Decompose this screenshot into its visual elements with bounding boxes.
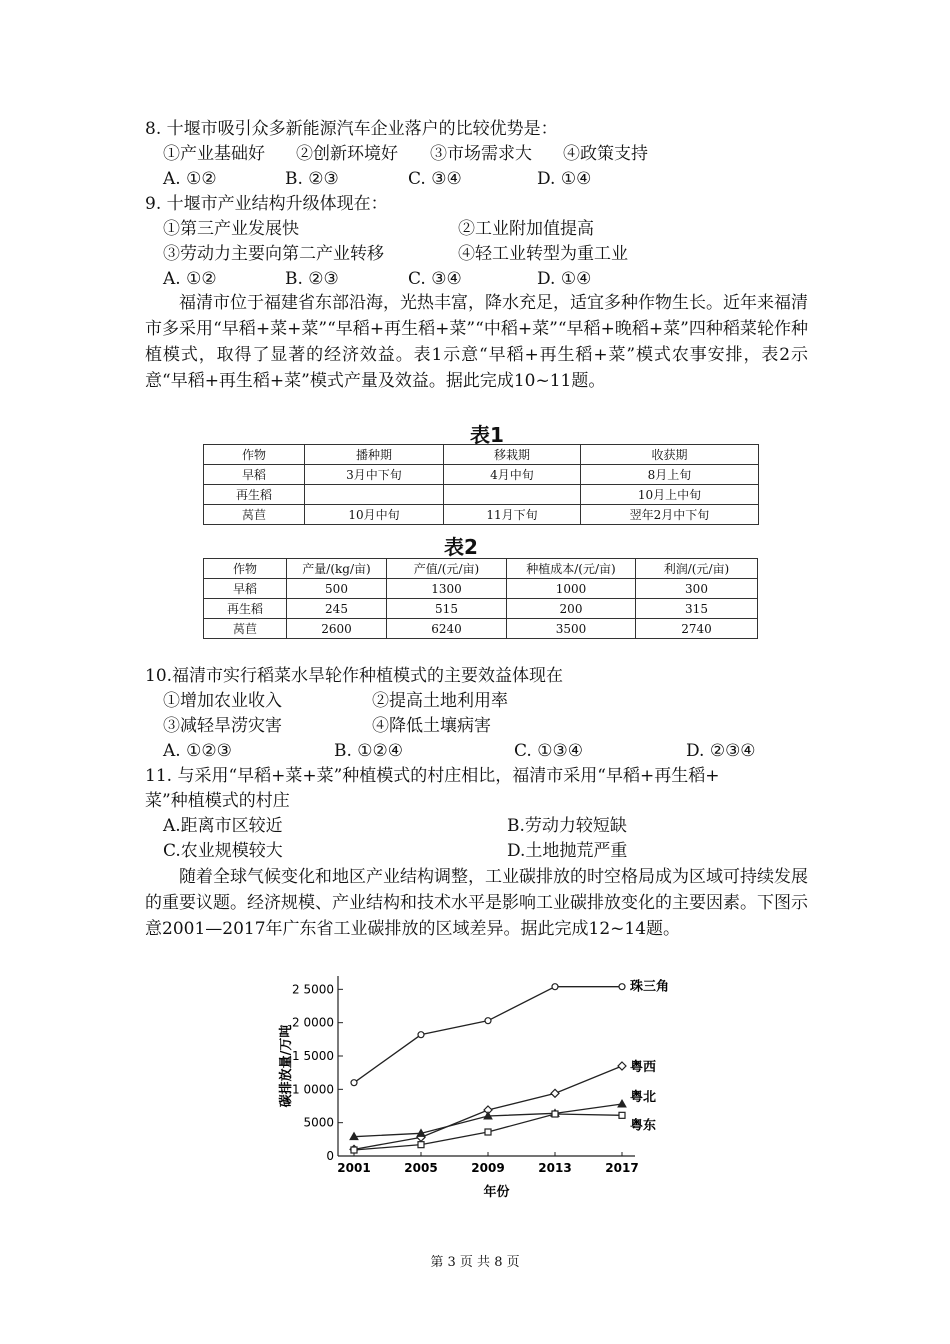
- data-point: [485, 1018, 491, 1024]
- q9-choice-b: B. ②③: [285, 269, 339, 289]
- table-cell: 1000: [507, 579, 636, 599]
- x-tick-label: 2009: [471, 1161, 505, 1175]
- table-cell: 10月上中旬: [581, 485, 759, 505]
- q9-option-3: ③劳动力主要向第二产业转移: [163, 244, 384, 264]
- table1-header: 移栽期: [444, 445, 581, 465]
- table-cell: 500: [287, 579, 387, 599]
- q10-stem: 10.福清市实行稻菜水旱轮作种植模式的主要效益体现在: [145, 666, 564, 686]
- q9-choice-c: C. ③④: [408, 269, 462, 289]
- series-label: 粤北: [630, 1090, 657, 1105]
- q8-option-3: ③市场需求大: [430, 144, 532, 164]
- series-line: [354, 987, 622, 1083]
- q11-stem-line2: 菜”种植模式的村庄: [145, 791, 290, 811]
- y-tick-label: 2 0000: [292, 1015, 334, 1030]
- carbon-emission-chart: [230, 962, 770, 1200]
- q11-stem-line1: 11. 与采用“早稻+菜+菜”种植模式的村庄相比，福清市采用“早稻+再生稻+: [145, 766, 720, 786]
- table-cell: 245: [287, 599, 387, 619]
- passage-fuqing: 福清市位于福建省东部沿海，光热丰富，降水充足，适宜多种作物生长。近年来福清市多采用“早稻+菜+菜”“早稻+再生稻+菜”“中稻+菜”“早稻+晚稻+菜”四种稻菜轮作种植模式，取得了显著的经济效益。表1示意“早稻+再生稻+菜”模式农事安排，表2示意“早稻+再生稻+菜”模式产量及效益。据此完成10~11题。: [145, 293, 808, 391]
- q8-choice-b: B. ②③: [285, 169, 339, 189]
- table-cell: 300: [636, 579, 758, 599]
- q9-option-2: ②工业附加值提高: [458, 219, 594, 239]
- table-row: [204, 505, 759, 525]
- q10-option-3: ③减轻旱涝灾害: [163, 716, 282, 736]
- data-point: [418, 1142, 424, 1148]
- q10-choice-c: C. ①③④: [514, 741, 583, 761]
- table2-header: 种植成本/(元/亩): [507, 559, 636, 579]
- table2-header: 产量/(kg/亩): [287, 559, 387, 579]
- q11-choice-d: D.土地抛荒严重: [507, 841, 628, 861]
- table-cell: 3月中下旬: [305, 465, 444, 485]
- x-tick-label: 2013: [538, 1161, 572, 1175]
- table-cell: 3500: [507, 619, 636, 639]
- table-cell: 200: [507, 599, 636, 619]
- q9-stem: 9. 十堰市产业结构升级体现在：: [145, 194, 388, 214]
- q8-option-4: ④政策支持: [563, 144, 648, 164]
- table1-header: 作物: [204, 445, 305, 465]
- q9-option-1: ①第三产业发展快: [163, 219, 299, 239]
- q10-choice-b: B. ①②④: [334, 741, 404, 761]
- y-tick-label: 5000: [303, 1115, 334, 1130]
- table1-header-row: [204, 445, 759, 465]
- y-tick-label: 2 5000: [292, 982, 334, 997]
- series-label: 粤西: [630, 1060, 657, 1075]
- q8-stem: 8. 十堰市吸引众多新能源汽车企业落户的比较优势是：: [145, 119, 558, 139]
- table-row: [204, 485, 759, 505]
- q8-option-2: ②创新环境好: [296, 144, 398, 164]
- q10-choice-a: A. ①②③: [163, 741, 232, 761]
- data-point: [418, 1032, 424, 1038]
- q10-option-1: ①增加农业收入: [163, 691, 282, 711]
- table-cell: 翌年2月中下旬: [581, 505, 759, 525]
- table2-header: 作物: [204, 559, 287, 579]
- y-tick-label: 0: [326, 1149, 334, 1163]
- table-row: [204, 579, 758, 599]
- table-cell: 315: [636, 599, 758, 619]
- table-cell: 莴苣: [204, 619, 287, 639]
- q8-choice-c: C. ③④: [408, 169, 462, 189]
- x-axis-label: 年份: [483, 1185, 510, 1200]
- data-point: [618, 1100, 626, 1107]
- q9-choice-d: D. ①④: [537, 269, 592, 289]
- page-footer: 第 3 页 共 8 页: [430, 1255, 520, 1270]
- data-point: [351, 1080, 357, 1086]
- table-cell: 4月中旬: [444, 465, 581, 485]
- table2-header-row: [204, 559, 758, 579]
- table1: [203, 444, 759, 525]
- data-point: [619, 1112, 625, 1118]
- y-axis-label: 碳排放量/万吨: [279, 1024, 294, 1108]
- q11-choice-b: B.劳动力较短缺: [507, 816, 627, 836]
- table-cell: 11月下旬: [444, 505, 581, 525]
- q11-choice-c: C.农业规模较大: [163, 841, 283, 861]
- table2-header: 利润/(元/亩): [636, 559, 758, 579]
- table-cell: 515: [387, 599, 507, 619]
- table-cell: 早稻: [204, 465, 305, 485]
- q8-choice-d: D. ①④: [537, 169, 592, 189]
- q10-option-4: ④降低土壤病害: [372, 716, 491, 736]
- table-cell: 8月上旬: [581, 465, 759, 485]
- y-tick-label: 1 5000: [292, 1049, 334, 1063]
- data-point: [351, 1147, 357, 1153]
- table-cell: 1300: [387, 579, 507, 599]
- series-label: 粤东: [630, 1118, 657, 1134]
- data-point: [552, 1111, 558, 1117]
- table1-caption: 表1: [470, 423, 504, 447]
- data-point: [552, 984, 558, 990]
- table2-header: 产值/(元/亩): [387, 559, 507, 579]
- table-cell: 6240: [387, 619, 507, 639]
- q8-option-1: ①产业基础好: [163, 144, 265, 164]
- table-cell: 2740: [636, 619, 758, 639]
- q11-choice-a: A.距离市区较近: [163, 816, 283, 836]
- q8-choice-a: A. ①②: [163, 169, 217, 189]
- table-cell: 再生稻: [204, 599, 287, 619]
- passage-carbon: 随着全球气候变化和地区产业结构调整，工业碳排放的时空格局成为区域可持续发展的重要议题。经济规模、产业结构和技术水平是影响工业碳排放变化的主要因素。下图示意2001—2017年广东省工业碳排放的区域差异。据此完成12~14题。: [145, 867, 808, 939]
- table-row: [204, 619, 758, 639]
- series-label: 珠三角: [630, 979, 670, 995]
- table1-header: 收获期: [581, 445, 759, 465]
- table1-header: 播种期: [305, 445, 444, 465]
- data-point: [618, 1062, 626, 1070]
- table2: [203, 558, 758, 639]
- table-cell: [444, 485, 581, 505]
- table-cell: 再生稻: [204, 485, 305, 505]
- q9-option-4: ④轻工业转型为重工业: [458, 244, 628, 264]
- table-row: [204, 599, 758, 619]
- table-row: [204, 465, 759, 485]
- table-cell: [305, 485, 444, 505]
- x-tick-label: 2001: [337, 1161, 371, 1175]
- data-point: [485, 1129, 491, 1135]
- table-cell: 10月中旬: [305, 505, 444, 525]
- data-point: [619, 984, 625, 990]
- data-point: [551, 1089, 559, 1097]
- table2-caption: 表2: [444, 535, 478, 559]
- x-tick-label: 2005: [404, 1161, 438, 1175]
- x-tick-label: 2017: [605, 1161, 639, 1175]
- q9-choice-a: A. ①②: [163, 269, 217, 289]
- table-cell: 莴苣: [204, 505, 305, 525]
- q10-option-2: ②提高土地利用率: [372, 691, 508, 711]
- table-cell: 2600: [287, 619, 387, 639]
- y-tick-label: 1 0000: [292, 1082, 334, 1097]
- table-cell: 早稻: [204, 579, 287, 599]
- q10-choice-d: D. ②③④: [686, 741, 756, 761]
